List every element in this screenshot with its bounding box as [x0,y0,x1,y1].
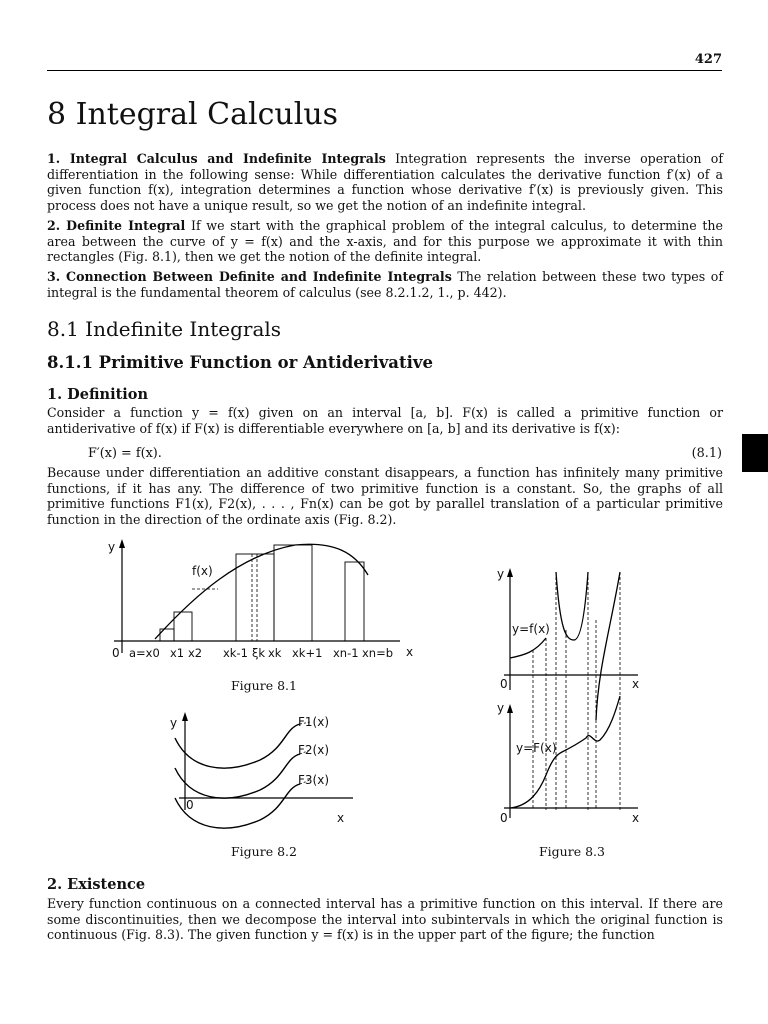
intro-text-2: If we start with the graphical problem of the integral calculus, to determine the area between the curve of y = f(x) and the x-axis, and for this purpose we approximate it with thin rectangles (Fig. 8.1), then we get the notion of the definite integral. [47,218,723,264]
fig81-tick-xi: ξk [252,646,266,660]
definition-text: Consider a function y = f(x) given on an interval [a, b]. F(x) is called a primitive function or antiderivative of f(x) if F(x) is differentiable everywhere on [a, b] and its derivative is f(x): [47,405,723,436]
fig83-bottom-curve-label: y=F(x) [516,741,557,755]
fig82-label-F3: F3(x) [298,773,330,787]
existence-heading: 2. Existence [47,876,146,893]
fig83-top-curve-3 [596,572,620,720]
existence-text: Every function continuous on a connected interval has a primitive function on this interval. If there are some discontinuities, then we decompose the interval into subintervals in which the original function is continuous (Fig. 8.3). The given function y = f(x) is in the upper part of the figure; the function [47,896,723,942]
intro-paragraph-2 [47,218,723,265]
fig83-bottom-y-label: y [497,701,505,715]
intro-text-1: Integration represents the inverse operation of differentiation in the following sense: While differentiation calculates the derivative function f′(x) of a given function f(x), integration determines a function whose derivative f′(x) is previously given. This process does not have a unique result, so we get the notion of an indefinite integral. [47,151,724,213]
header-rule [47,70,722,71]
fig81-caption: Figure 8.1 [231,678,297,693]
fig83-top-x-label: x [632,677,640,691]
fig82-label-F1: F1(x) [298,715,330,729]
fig83-top-curve-1 [510,638,546,658]
fig83-top-curve-2 [556,572,588,640]
fig81-y-label: y [108,540,116,554]
fig83-top-curve-label: y=f(x) [512,622,550,636]
figure-8-3 [490,560,650,830]
fig81-rect-3 [236,554,274,641]
chapter-title: 8 Integral Calculus [47,97,339,132]
fig83-bottom-x-label: x [632,811,640,825]
fig81-tick-x2: x2 [188,646,203,660]
intro-label-3: 3. Connection Between Definite and Indefinite Integrals [47,269,452,284]
fig82-origin: 0 [186,798,194,812]
section-title: 8.1 Indefinite Integrals [47,317,282,341]
fig83-bottom-y-arrow [507,704,513,713]
fig81-curve [155,544,368,639]
fig81-rect-4 [274,545,312,641]
figure-8-2 [165,710,365,830]
intro-paragraph-1 [47,151,723,213]
intro-text-3: The relation between these two types of integral is the fundamental theorem of calculus (see 8.2.1.2, 1., p. 442). [47,269,723,300]
fig81-tick-x1: x1 [170,646,185,660]
fig81-x-label: x [406,645,414,659]
figure-8-1 [100,535,430,665]
fig82-x-label: x [337,811,345,825]
page-number: 427 [694,52,722,67]
intro-label-1: 1. Integral Calculus and Indefinite Integrals [47,151,386,166]
fig81-tick-a: a=x0 [129,646,160,660]
after-equation-text: Because under differentiation an additive constant disappears, a function has infinitely many primitive functions, if it has any. The difference of two primitive function is a constant. So, the graphs of all primitive functions F1(x), F2(x), . . . , Fn(x) can be got by parallel translation of a particular primitive function in the direction of the ordinate axis (Fig. 8.2). [47,465,723,527]
fig83-bottom-origin: 0 [500,811,508,825]
fig82-caption: Figure 8.2 [231,844,297,859]
fig83-caption: Figure 8.3 [539,844,605,859]
fig82-curve-1 [175,724,300,768]
fig81-tick-xk: xk [268,646,282,660]
intro-paragraph-3 [47,269,723,300]
intro-label-2: 2. Definite Integral [47,218,186,233]
fig81-y-arrow [119,539,125,548]
thumb-tab [742,434,768,472]
fig82-y-arrow [182,712,188,721]
equation: F′(x) = f(x). [88,446,162,461]
fig81-curve-label: f(x) [192,564,213,578]
fig81-origin: 0 [112,646,120,660]
fig81-tick-xk-1: xk-1 [223,646,248,660]
definition-heading: 1. Definition [47,386,148,403]
fig83-top-origin: 0 [500,677,508,691]
fig81-tick-xn: xn=b [362,646,394,660]
equation-number: (8.1) [691,446,722,461]
fig81-rectangles [160,545,364,641]
fig82-y-label: y [170,716,178,730]
fig82-label-F2: F2(x) [298,743,330,757]
fig83-top-y-arrow [507,568,513,577]
fig81-tick-xk+1: xk+1 [292,646,323,660]
fig81-tick-xn-1: xn-1 [333,646,359,660]
fig83-top-y-label: y [497,567,505,581]
subsection-title: 8.1.1 Primitive Function or Antiderivative [47,353,433,372]
fig81-rect-5 [345,562,364,641]
